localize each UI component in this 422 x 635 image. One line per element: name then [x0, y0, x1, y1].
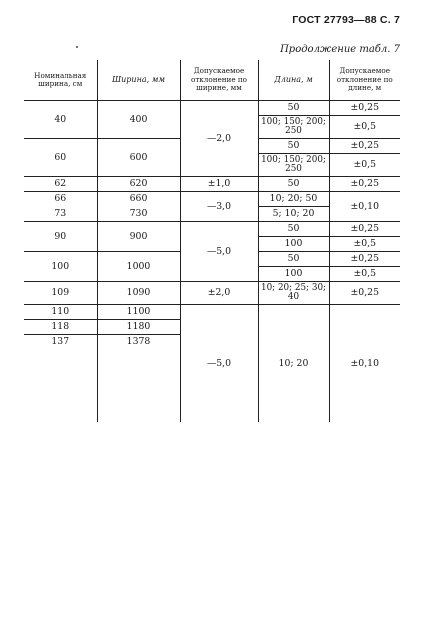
cell-width-cm: 100 [24, 252, 97, 282]
col-header-nominal-width: Номинальная ширина, см [24, 60, 97, 101]
table-row [24, 305, 400, 320]
cell-length: 5; 10; 20 [258, 207, 329, 222]
col-header-width-deviation: Допускаемое отклонение по ширине, мм [180, 60, 258, 101]
table-row [24, 282, 400, 305]
col-header-width-mm: Ширина, мм [97, 60, 180, 101]
cell-width-cm: 62 [24, 177, 97, 192]
cell-width-deviation: —5,0 [180, 305, 258, 423]
page-header: ГОСТ 27793—88 С. 7 [292, 14, 400, 26]
table-row [24, 192, 400, 207]
cell-width-mm: 1090 [97, 282, 180, 305]
cell-length-deviation: ±0,25 [329, 139, 400, 154]
cell-width-mm: 660 [97, 192, 180, 207]
cell-width-deviation: —2,0 [180, 101, 258, 177]
table-row [24, 222, 400, 237]
cell-width-mm: 620 [97, 177, 180, 192]
cell-length: 10; 20; 25; 30; 40 [258, 282, 329, 305]
cell-width-cm: 118 [24, 320, 97, 335]
cell-width-mm: 1100 [97, 305, 180, 320]
cell-width-cm: 137 [51, 336, 70, 347]
cell-length: 50 [258, 139, 329, 154]
cell-width-mm: 400 [97, 101, 180, 139]
table-row [24, 177, 400, 192]
cell-blank [24, 349, 97, 422]
cell-length-deviation: ±0,10 [329, 192, 400, 222]
cell-width-mm: 1378 [97, 335, 180, 350]
cell-length: 10; 20; 50 [258, 192, 329, 207]
cell-length: 100; 150; 200; 250 [258, 154, 329, 177]
cell-blank [97, 349, 180, 422]
cell-length-deviation: ±0,25 [329, 252, 400, 267]
cell-width-mm: 900 [97, 222, 180, 252]
cell-width-deviation: ±2,0 [180, 282, 258, 305]
col-header-length: Длина, м [258, 60, 329, 101]
cell-length-deviation: ±0,25 [329, 101, 400, 116]
cell-width-cm: 110 [24, 305, 97, 320]
col-header-length-deviation: Допускаемое отклонение по длине, м [329, 60, 400, 101]
cell-width-cm: 66 [54, 193, 67, 205]
cell-length: 100 [258, 237, 329, 252]
cell-width-cm: 73 [24, 207, 97, 222]
cell-length-deviation: ±0,10 [329, 305, 400, 423]
tolerance-table [24, 60, 400, 422]
cell-length: 100; 150; 200; 250 [258, 116, 329, 139]
cell-length-deviation: ±0,5 [329, 154, 400, 177]
cell-width-cm: 109 [24, 282, 97, 305]
cell-width-mm: 1180 [97, 320, 180, 335]
table-header-row [24, 60, 400, 101]
cell-length: 50 [258, 222, 329, 237]
cell-length: 10; 20 [258, 305, 329, 423]
table-row [24, 101, 400, 116]
cell-length: 50 [258, 252, 329, 267]
cell-length: 50 [258, 177, 329, 192]
cell-width-cm: 40 [24, 101, 97, 139]
cell-length: 50 [258, 101, 329, 116]
cell-width-mm: 600 [97, 139, 180, 177]
cell-width-deviation: —3,0 [180, 192, 258, 222]
cell-length-deviation: ±0,5 [329, 267, 400, 282]
cell-width-deviation: —5,0 [180, 222, 258, 282]
cell-length: 100 [258, 267, 329, 282]
table-continuation-label: Продолжение табл. 7 [280, 44, 400, 55]
cell-width-deviation: ±1,0 [180, 177, 258, 192]
cell-width-mm: 730 [97, 207, 180, 222]
cell-width-cm: 90 [24, 222, 97, 252]
cell-length-deviation: ±0,5 [329, 116, 400, 139]
scan-dot [76, 46, 78, 48]
cell-length-deviation: ±0,25 [329, 282, 400, 305]
cell-length-deviation: ±0,25 [329, 177, 400, 192]
cell-width-cm: 60 [24, 139, 97, 177]
cell-width-mm: 1000 [97, 252, 180, 282]
cell-length-deviation: ±0,5 [329, 237, 400, 252]
cell-length-deviation: ±0,25 [329, 222, 400, 237]
